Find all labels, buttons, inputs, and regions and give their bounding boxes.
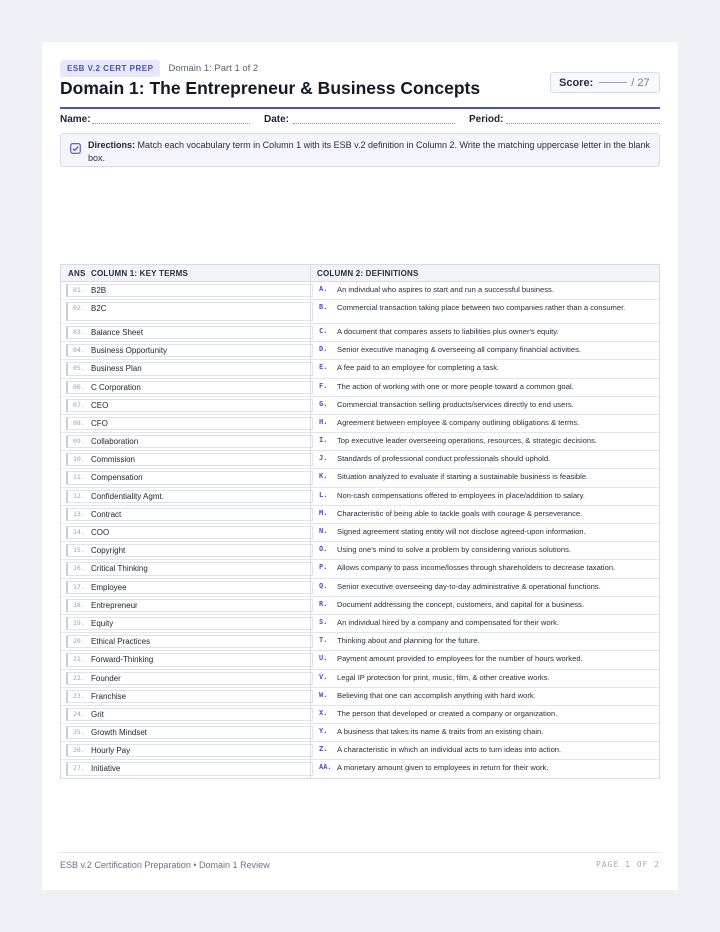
definition-text: Standards of professional conduct professionals should uphold. [337, 454, 551, 464]
key-term: Employee [91, 582, 127, 592]
table-row [61, 706, 659, 724]
definition-letter: C. [319, 326, 328, 335]
key-term: Founder [91, 673, 121, 683]
definition-text: Situation analyzed to evaluate if starting a sustainable business is feasible. [337, 472, 589, 482]
definition-text: Legal IP protection for print, music, film, & other creative works. [337, 672, 550, 682]
name-label: Name: [60, 114, 91, 125]
period-label: Period: [469, 114, 504, 125]
directions-text [88, 139, 650, 165]
column-divider [310, 469, 311, 486]
score-label: Score: [559, 76, 594, 89]
column-divider [310, 542, 311, 559]
column-divider [310, 633, 311, 650]
table-row [61, 397, 659, 415]
cert-prep-chip: ESB V.2 CERT PREP [60, 60, 160, 77]
key-term: Commission [91, 455, 136, 465]
definition-text: A characteristic in which an individual acts to turn ideas into action. [337, 745, 562, 755]
column-divider [310, 597, 311, 614]
footer-rule [60, 852, 660, 853]
key-term: CEO [91, 400, 109, 410]
key-term: Collaboration [91, 437, 139, 447]
key-term: Equity [91, 618, 114, 628]
page-title: Domain 1: The Entrepreneur & Business Concepts [60, 78, 481, 98]
definition-text: Believing that one can accomplish anything with hard work. [337, 690, 536, 700]
key-term: Compensation [91, 473, 143, 483]
key-term: Ethical Practices [91, 637, 151, 647]
definition-text: An individual hired by a company and compensated for their work. [337, 617, 560, 627]
key-term: Forward-Thinking [91, 655, 154, 665]
term-number: 19. [73, 618, 85, 627]
definition-letter: P. [319, 563, 328, 572]
directions-lead: Directions: [88, 140, 136, 150]
directions-box [60, 133, 660, 167]
table-row [61, 300, 659, 324]
table-row [61, 760, 659, 777]
definition-letter: O. [319, 545, 328, 554]
table-row [61, 560, 659, 578]
column-divider [310, 706, 311, 723]
column-divider [310, 324, 311, 341]
table-row [61, 451, 659, 469]
term-number: 18. [73, 600, 85, 609]
definition-text: An individual who aspires to start and run a successful business. [337, 285, 554, 294]
term-number: 24. [73, 709, 85, 718]
definition-text: Signed agreement stating entity will not disclose agreed-upon information. [337, 527, 586, 537]
term-number: 27. [73, 764, 85, 773]
key-term: Business Opportunity [91, 346, 168, 356]
definitions-header: COLUMN 2: DEFINITIONS [317, 269, 419, 278]
term-number: 09. [73, 437, 85, 446]
key-term: Balance Sheet [91, 327, 144, 337]
table-row [61, 415, 659, 433]
key-term: Growth Mindset [91, 728, 148, 738]
key-term: CFO [91, 418, 108, 428]
footer-course: ESB v.2 Certification Preparation • Domain 1 Review [60, 860, 270, 870]
definition-letter: T. [319, 636, 328, 645]
key-term: C Corporation [91, 382, 141, 392]
definition-text: Using one's mind to solve a problem by considering various solutions. [337, 545, 572, 555]
title-rule [60, 107, 660, 109]
definition-letter: W. [319, 690, 328, 699]
term-number: 01. [73, 286, 85, 294]
definition-text: Top executive leader overseeing operations, resources, & strategic decisions. [337, 436, 598, 446]
table-row [61, 633, 659, 651]
name-field[interactable] [92, 123, 250, 124]
definition-text: Document addressing the concept, customers, and capital for a business. [337, 599, 584, 609]
table-body [61, 282, 659, 778]
definition-text: Senior executive overseeing day-to-day administrative & operational functions. [337, 581, 601, 591]
column-divider [310, 688, 311, 705]
term-number: 17. [73, 582, 85, 591]
definition-text: A fee paid to an employee for completing a task. [337, 363, 500, 373]
key-term: COO [91, 528, 110, 538]
term-number: 08. [73, 418, 85, 427]
column-divider [310, 451, 311, 468]
key-term: Business Plan [91, 364, 142, 374]
term-number: 22. [73, 673, 85, 682]
table-row [61, 282, 659, 300]
term-number: 05. [73, 364, 85, 373]
column-divider [310, 579, 311, 596]
column-divider [310, 415, 311, 432]
definition-text: A monetary amount given to employees in return for their work. [337, 763, 549, 773]
table-row [61, 688, 659, 706]
score-blank[interactable] [599, 82, 627, 83]
worksheet-page [42, 42, 678, 890]
table-row [61, 670, 659, 688]
directions-body: Match each vocabulary term in Column 1 with its ESB v.2 definition in Column 2. Write the matching uppercase letter in the blank box. [88, 140, 650, 163]
column-divider [310, 265, 311, 281]
column-divider [310, 433, 311, 450]
key-term: Entrepreneur [91, 600, 138, 610]
key-term: Copyright [91, 546, 126, 556]
definition-text: Agreement between employee & company outlining obligations & terms. [337, 417, 580, 427]
definition-letter: G. [319, 399, 328, 408]
score-total: / 27 [631, 76, 650, 89]
key-term: Confidentiality Agmt. [91, 491, 164, 501]
column-divider [310, 379, 311, 396]
table-row [61, 579, 659, 597]
term-number: 16. [73, 564, 85, 573]
date-label: Date: [264, 114, 290, 125]
definition-letter: Y. [319, 727, 328, 736]
definition-letter: E. [319, 363, 328, 372]
term-number: 21. [73, 655, 85, 664]
column-divider [310, 282, 311, 299]
definition-text: The person that developed or created a company or organization. [337, 708, 558, 718]
key-term: B2C [91, 304, 107, 314]
term-number: 14. [73, 528, 85, 537]
table-row [61, 724, 659, 742]
column-divider [310, 360, 311, 377]
column-divider [310, 397, 311, 414]
definition-letter: N. [319, 527, 328, 536]
table-row [61, 324, 659, 342]
table-row [61, 342, 659, 360]
date-field[interactable] [293, 123, 455, 124]
term-number: 07. [73, 400, 85, 409]
definition-text: Characteristic of being able to tackle goals with courage & perseverance. [337, 508, 583, 518]
definition-letter: H. [319, 417, 328, 426]
definition-letter: U. [319, 654, 328, 663]
definition-letter: B. [319, 303, 328, 312]
term-number: 10. [73, 455, 85, 464]
table-row [61, 469, 659, 487]
definition-letter: AA. [319, 763, 332, 772]
term-number: 03. [73, 327, 85, 336]
key-term: Initiative [91, 764, 121, 774]
definition-text: Thinking about and planning for the future. [337, 636, 480, 646]
part-subtitle: Domain 1: Part 1 of 2 [168, 63, 259, 74]
definition-text: Senior executive managing & overseeing all company financial activities. [337, 345, 581, 355]
column-divider [310, 651, 311, 668]
period-field[interactable] [506, 123, 660, 124]
table-row [61, 615, 659, 633]
definition-letter: X. [319, 708, 328, 717]
column-divider [310, 506, 311, 523]
definition-letter: K. [319, 472, 328, 481]
definition-letter: Q. [319, 581, 328, 590]
definition-letter: Z. [319, 745, 328, 754]
term-number: 12. [73, 491, 85, 500]
column-divider [310, 488, 311, 505]
table-row [61, 542, 659, 560]
column-divider [310, 724, 311, 741]
term-number: 04. [73, 346, 85, 355]
term-number: 23. [73, 691, 85, 700]
column-divider [310, 670, 311, 687]
term-number: 20. [73, 637, 85, 646]
student-fields [60, 114, 660, 130]
definition-text: A business that takes its name & traits from an existing chain. [337, 727, 544, 737]
term-number: 13. [73, 509, 85, 518]
definition-text: Payment amount provided to employees for the number of hours worked. [337, 654, 583, 664]
ans-header: ANS [68, 269, 86, 278]
table-row [61, 488, 659, 506]
term-number: 25. [73, 728, 85, 737]
definition-letter: J. [319, 454, 328, 463]
column-divider [310, 760, 311, 777]
table-row [61, 651, 659, 669]
term-number: 06. [73, 382, 85, 391]
column-divider [310, 300, 311, 323]
definition-text: Non-cash compensations offered to employees in place/addition to salary. [337, 490, 585, 500]
term-number: 02. [73, 304, 85, 313]
term-number: 11. [73, 473, 85, 482]
key-term: Grit [91, 709, 104, 719]
table-row [61, 524, 659, 542]
table-row [61, 433, 659, 451]
table-row [61, 360, 659, 378]
column-divider [310, 524, 311, 541]
header-meta [60, 60, 258, 77]
definition-letter: R. [319, 599, 328, 608]
matching-table [60, 264, 660, 779]
key-term: B2B [91, 286, 107, 295]
definition-text: Commercial transaction taking place between two companies rather than a consumer. [337, 303, 626, 313]
page-number: PAGE 1 OF 2 [596, 860, 660, 869]
score-box [550, 72, 660, 93]
definition-text: Commercial transaction selling products/services directly to end users. [337, 399, 574, 409]
key-terms-header: COLUMN 1: KEY TERMS [91, 269, 188, 278]
definition-letter: L. [319, 490, 328, 499]
definition-text: The action of working with one or more people toward a common goal. [337, 381, 574, 391]
definition-text: Allows company to pass income/losses through shareholders to decrease taxation. [337, 563, 616, 573]
definition-letter: M. [319, 508, 328, 517]
definition-letter: V. [319, 672, 328, 681]
key-term: Franchise [91, 691, 127, 701]
definition-letter: S. [319, 617, 328, 626]
definition-letter: F. [319, 381, 328, 390]
column-divider [310, 342, 311, 359]
table-row [61, 742, 659, 760]
term-number: 26. [73, 746, 85, 755]
key-term: Hourly Pay [91, 746, 131, 756]
definition-text: A document that compares assets to liabilities plus owner's equity. [337, 326, 559, 336]
table-row [61, 597, 659, 615]
table-header [61, 265, 659, 282]
key-term: Contract [91, 509, 122, 519]
column-divider [310, 742, 311, 759]
table-row [61, 379, 659, 397]
term-number: 15. [73, 546, 85, 555]
definition-letter: D. [319, 345, 328, 354]
checkbox-icon [70, 143, 81, 154]
key-term: Critical Thinking [91, 564, 148, 574]
column-divider [310, 615, 311, 632]
definition-letter: I. [319, 436, 328, 445]
table-row [61, 506, 659, 524]
column-divider [310, 560, 311, 577]
definition-letter: A. [319, 285, 328, 293]
